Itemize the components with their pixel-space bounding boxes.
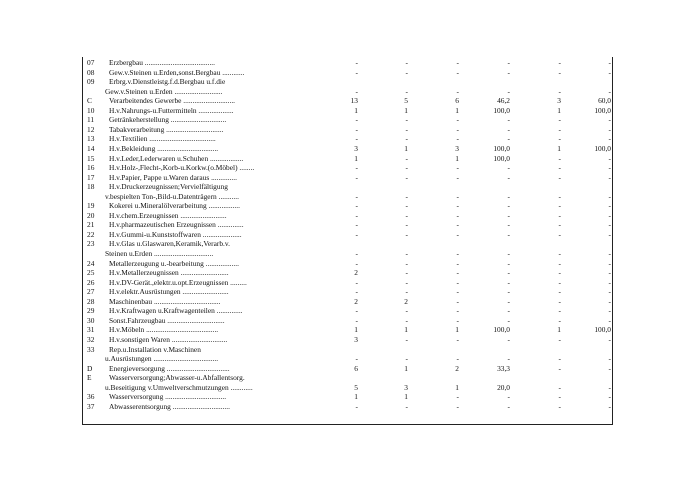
value-cell-col-6: - bbox=[608, 172, 611, 182]
value-cell-col-1: - bbox=[355, 115, 358, 125]
value-cell-col-3: - bbox=[456, 229, 459, 239]
value-cell-col-5: - bbox=[558, 191, 561, 201]
value-cell-col-2: 3 bbox=[404, 382, 408, 392]
value-cell-col-3: - bbox=[456, 258, 459, 268]
value-cell-col-6: - bbox=[608, 86, 611, 96]
value-cell-col-1: - bbox=[355, 163, 358, 173]
value-cell-col-3: - bbox=[456, 392, 459, 402]
value-cell-col-4: 33,3 bbox=[497, 363, 510, 373]
row-code: 32 bbox=[87, 334, 95, 344]
value-cell-col-4: - bbox=[507, 86, 510, 96]
table-row bbox=[83, 325, 612, 335]
value-cell-col-3: 2 bbox=[455, 363, 459, 373]
value-cell-col-5: - bbox=[558, 229, 561, 239]
table-row bbox=[83, 134, 612, 144]
value-cell-col-1: 3 bbox=[354, 334, 358, 344]
row-label: Erbrg.v.Dienstleistg.f.d.Bergbau u.f.die bbox=[109, 77, 226, 87]
table-row bbox=[83, 345, 612, 355]
table-row bbox=[83, 58, 612, 68]
value-cell-col-3: - bbox=[456, 86, 459, 96]
value-cell-col-6: - bbox=[608, 115, 611, 125]
value-cell-col-2: - bbox=[405, 258, 408, 268]
value-cell-col-4: 100,0 bbox=[493, 153, 510, 163]
value-cell-col-5: - bbox=[558, 382, 561, 392]
value-cell-col-4: - bbox=[507, 268, 510, 278]
row-label: u.Ausrüstungen ................................... bbox=[105, 354, 219, 364]
value-cell-col-6: - bbox=[608, 258, 611, 268]
value-cell-col-6: - bbox=[608, 153, 611, 163]
value-cell-col-2: - bbox=[405, 306, 408, 316]
row-label: Gew.v.Steinen u.Erden .......................... bbox=[105, 86, 223, 96]
value-cell-col-5: - bbox=[558, 67, 561, 77]
row-code: 19 bbox=[87, 201, 95, 211]
row-code: 22 bbox=[87, 229, 95, 239]
value-cell-col-1: - bbox=[355, 191, 358, 201]
value-cell-col-1: 2 bbox=[354, 296, 358, 306]
value-cell-col-2: 1 bbox=[404, 392, 408, 402]
table-row bbox=[83, 87, 612, 97]
row-code: 12 bbox=[87, 124, 95, 134]
value-cell-col-6: - bbox=[608, 287, 611, 297]
value-cell-col-1: 5 bbox=[354, 382, 358, 392]
value-cell-col-6: - bbox=[608, 277, 611, 287]
value-cell-col-6: - bbox=[608, 334, 611, 344]
table-row bbox=[83, 239, 612, 249]
row-label: Rep.u.Installation v.Maschinen bbox=[109, 344, 201, 354]
value-cell-col-2: - bbox=[405, 210, 408, 220]
value-cell-col-6: - bbox=[608, 354, 611, 364]
table-row bbox=[83, 392, 612, 402]
value-cell-col-1: - bbox=[355, 354, 358, 364]
value-cell-col-2: 1 bbox=[404, 143, 408, 153]
value-cell-col-3: - bbox=[456, 249, 459, 258]
row-code: 13 bbox=[87, 134, 95, 144]
value-cell-col-1: - bbox=[355, 229, 358, 239]
value-cell-col-4: - bbox=[507, 210, 510, 220]
row-code: C bbox=[87, 96, 92, 106]
table-row bbox=[83, 383, 612, 393]
statistics-table bbox=[82, 57, 613, 425]
value-cell-col-3: 1 bbox=[455, 153, 459, 163]
value-cell-col-5: - bbox=[558, 268, 561, 278]
table-row bbox=[83, 220, 612, 230]
value-cell-col-3: - bbox=[456, 172, 459, 182]
value-cell-col-6: - bbox=[608, 363, 611, 373]
value-cell-col-4: - bbox=[507, 67, 510, 77]
row-code: 33 bbox=[87, 344, 95, 354]
value-cell-col-6: - bbox=[608, 401, 611, 411]
value-cell-col-1: - bbox=[355, 86, 358, 96]
value-cell-col-1: - bbox=[355, 249, 358, 258]
value-cell-col-6: - bbox=[608, 249, 611, 258]
row-code: 37 bbox=[87, 401, 95, 411]
value-cell-col-5: - bbox=[558, 220, 561, 230]
value-cell-col-5: - bbox=[558, 153, 561, 163]
row-label: H.v.chem.Erzeugnissen ......................... bbox=[109, 210, 227, 220]
value-cell-col-1: 1 bbox=[354, 105, 358, 115]
value-cell-col-6: 100,0 bbox=[594, 105, 611, 115]
value-cell-col-4: 100,0 bbox=[493, 325, 510, 335]
value-cell-col-1: 3 bbox=[354, 143, 358, 153]
value-cell-col-4: - bbox=[507, 163, 510, 173]
row-label: Wasserversorgung;Abwasser-u.Abfallentsorg. bbox=[109, 373, 245, 383]
value-cell-col-1: - bbox=[355, 315, 358, 325]
table-row bbox=[83, 68, 612, 78]
value-cell-col-3: - bbox=[456, 67, 459, 77]
value-cell-col-6: - bbox=[608, 306, 611, 316]
value-cell-col-5: - bbox=[558, 277, 561, 287]
table-row bbox=[83, 259, 612, 269]
value-cell-col-6: - bbox=[608, 382, 611, 392]
table-row bbox=[83, 278, 612, 288]
row-label: Maschinenbau .................................... bbox=[109, 296, 221, 306]
value-cell-col-5: - bbox=[558, 210, 561, 220]
row-code: 07 bbox=[87, 58, 95, 67]
row-label: H.v.elektr.Ausrüstungen ......................... bbox=[109, 287, 229, 297]
value-cell-col-1: - bbox=[355, 277, 358, 287]
row-label: H.v.Möbeln ....................................... bbox=[109, 325, 219, 335]
row-code: 21 bbox=[87, 220, 95, 230]
row-label: u.Beseitigung v.Umweltverschmutzungen ............ bbox=[105, 382, 253, 392]
value-cell-col-3: - bbox=[456, 201, 459, 211]
value-cell-col-3: - bbox=[456, 124, 459, 134]
table-row bbox=[83, 125, 612, 135]
row-label: Steinen u.Erden ................................ bbox=[105, 249, 214, 258]
row-code: 24 bbox=[87, 258, 95, 268]
row-label: Verarbeitendes Gewerbe ............................ bbox=[109, 96, 236, 106]
table-row bbox=[83, 192, 612, 202]
value-cell-col-5: - bbox=[558, 296, 561, 306]
row-code: 11 bbox=[87, 115, 95, 125]
row-code: 27 bbox=[87, 287, 95, 297]
value-cell-col-4: - bbox=[507, 220, 510, 230]
value-cell-col-5: - bbox=[558, 258, 561, 268]
value-cell-col-3: - bbox=[456, 134, 459, 144]
value-cell-col-5: - bbox=[558, 392, 561, 402]
row-code: 10 bbox=[87, 105, 95, 115]
value-cell-col-5: - bbox=[558, 172, 561, 182]
row-code: D bbox=[87, 363, 93, 373]
value-cell-col-5: - bbox=[558, 249, 561, 258]
value-cell-col-2: - bbox=[405, 287, 408, 297]
value-cell-col-5: - bbox=[558, 334, 561, 344]
value-cell-col-3: 1 bbox=[455, 325, 459, 335]
value-cell-col-4: - bbox=[507, 401, 510, 411]
value-cell-col-5: - bbox=[558, 134, 561, 144]
value-cell-col-3: - bbox=[456, 334, 459, 344]
value-cell-col-1: - bbox=[355, 67, 358, 77]
value-cell-col-5: 1 bbox=[557, 325, 561, 335]
value-cell-col-2: - bbox=[405, 153, 408, 163]
value-cell-col-6: - bbox=[608, 58, 611, 67]
value-cell-col-2: 2 bbox=[404, 296, 408, 306]
value-cell-col-1: - bbox=[355, 124, 358, 134]
value-cell-col-3: - bbox=[456, 296, 459, 306]
value-cell-col-4: - bbox=[507, 334, 510, 344]
value-cell-col-1: 1 bbox=[354, 392, 358, 402]
value-cell-col-4: 20,0 bbox=[497, 382, 510, 392]
value-cell-col-2: 5 bbox=[404, 96, 408, 106]
row-label: H.v.Gummi-u.Kunststoffwaren ..................... bbox=[109, 229, 242, 239]
value-cell-col-3: - bbox=[456, 306, 459, 316]
value-cell-col-1: - bbox=[355, 306, 358, 316]
table-row bbox=[83, 173, 612, 183]
value-cell-col-2: - bbox=[405, 163, 408, 173]
value-cell-col-2: - bbox=[405, 334, 408, 344]
table-row bbox=[83, 144, 612, 154]
row-code: 25 bbox=[87, 268, 95, 278]
value-cell-col-2: 1 bbox=[404, 105, 408, 115]
table-row bbox=[83, 364, 612, 374]
row-code: 15 bbox=[87, 153, 95, 163]
value-cell-col-4: - bbox=[507, 392, 510, 402]
value-cell-col-6: 100,0 bbox=[594, 143, 611, 153]
value-cell-col-3: 3 bbox=[455, 143, 459, 153]
value-cell-col-4: - bbox=[507, 287, 510, 297]
value-cell-col-2: 1 bbox=[404, 325, 408, 335]
row-label: Abwasserentsorgung ............................... bbox=[109, 401, 230, 411]
row-label: Kokerei u.Mineralölverarbeitung ................. bbox=[109, 201, 240, 211]
row-label: H.v.DV-Gerät.,elektr.u.opt.Erzeugnissen ......... bbox=[109, 277, 247, 287]
row-label: H.v.Glas u.Glaswaren,Keramik,Verarb.v. bbox=[109, 239, 230, 249]
value-cell-col-4: 100,0 bbox=[493, 143, 510, 153]
value-cell-col-1: 2 bbox=[354, 268, 358, 278]
value-cell-col-5: - bbox=[558, 163, 561, 173]
value-cell-col-1: - bbox=[355, 210, 358, 220]
table-row bbox=[83, 316, 612, 326]
value-cell-col-2: - bbox=[405, 354, 408, 364]
value-cell-col-4: - bbox=[507, 172, 510, 182]
value-cell-col-4: - bbox=[507, 354, 510, 364]
row-code: 18 bbox=[87, 182, 95, 192]
table-row bbox=[83, 230, 612, 240]
value-cell-col-2: - bbox=[405, 401, 408, 411]
value-cell-col-1: 6 bbox=[354, 363, 358, 373]
row-label: H.v.pharmazeutischen Erzeugnissen .............. bbox=[109, 220, 244, 230]
value-cell-col-1: 1 bbox=[354, 153, 358, 163]
value-cell-col-1: - bbox=[355, 172, 358, 182]
value-cell-col-2: - bbox=[405, 268, 408, 278]
value-cell-col-1: 13 bbox=[350, 96, 358, 106]
value-cell-col-2: - bbox=[405, 172, 408, 182]
value-cell-col-1: 1 bbox=[354, 325, 358, 335]
value-cell-col-4: - bbox=[507, 124, 510, 134]
value-cell-col-2: - bbox=[405, 134, 408, 144]
row-code: 14 bbox=[87, 143, 95, 153]
table-row bbox=[83, 287, 612, 297]
row-label: Getränkeherstellung .............................. bbox=[109, 115, 227, 125]
value-cell-col-4: - bbox=[507, 249, 510, 258]
value-cell-col-2: - bbox=[405, 67, 408, 77]
row-label: v.bespielten Ton-,Bild-u.Datenträgern ........... bbox=[105, 191, 239, 201]
table-row bbox=[83, 96, 612, 106]
row-label: Erzbergbau ...................................... bbox=[109, 58, 215, 67]
value-cell-col-5: 1 bbox=[557, 143, 561, 153]
value-cell-col-3: - bbox=[456, 163, 459, 173]
value-cell-col-5: - bbox=[558, 201, 561, 211]
value-cell-col-2: - bbox=[405, 249, 408, 258]
row-label: Energieversorgung .................................. bbox=[109, 363, 230, 373]
row-label: H.v.Papier, Pappe u.Waren daraus .............. bbox=[109, 172, 237, 182]
row-code: 36 bbox=[87, 392, 95, 402]
row-code: 31 bbox=[87, 325, 95, 335]
value-cell-col-4: - bbox=[507, 134, 510, 144]
value-cell-col-2: - bbox=[405, 115, 408, 125]
value-cell-col-3: - bbox=[456, 58, 459, 67]
value-cell-col-1: - bbox=[355, 401, 358, 411]
value-cell-col-6: - bbox=[608, 163, 611, 173]
value-cell-col-3: - bbox=[456, 191, 459, 201]
row-label: Tabakverarbeitung ............................... bbox=[109, 124, 224, 134]
table-row bbox=[83, 297, 612, 307]
value-cell-col-5: - bbox=[558, 86, 561, 96]
table-row bbox=[83, 211, 612, 221]
value-cell-col-1: - bbox=[355, 58, 358, 67]
row-label: H.v.Metallerzeugnissen .......................... bbox=[109, 268, 229, 278]
value-cell-col-2: - bbox=[405, 58, 408, 67]
value-cell-col-4: - bbox=[507, 258, 510, 268]
value-cell-col-6: - bbox=[608, 315, 611, 325]
value-cell-col-3: - bbox=[456, 268, 459, 278]
value-cell-col-5: - bbox=[558, 363, 561, 373]
value-cell-col-6: 60,0 bbox=[598, 96, 611, 106]
row-code: 28 bbox=[87, 296, 95, 306]
table-row bbox=[83, 335, 612, 345]
value-cell-col-6: - bbox=[608, 220, 611, 230]
table-row bbox=[83, 163, 612, 173]
value-cell-col-3: 1 bbox=[455, 105, 459, 115]
value-cell-col-5: - bbox=[558, 354, 561, 364]
row-label: H.v.Bekleidung ................................. bbox=[109, 143, 219, 153]
row-label: H.v.Nahrungs-u.Futtermitteln ................... bbox=[109, 105, 234, 115]
value-cell-col-5: 1 bbox=[557, 105, 561, 115]
value-cell-col-2: - bbox=[405, 229, 408, 239]
value-cell-col-4: - bbox=[507, 58, 510, 67]
row-code: 08 bbox=[87, 67, 95, 77]
value-cell-col-3: 6 bbox=[455, 96, 459, 106]
value-cell-col-5: - bbox=[558, 58, 561, 67]
value-cell-col-2: - bbox=[405, 191, 408, 201]
row-code: 29 bbox=[87, 306, 95, 316]
value-cell-col-1: - bbox=[355, 287, 358, 297]
row-code: 17 bbox=[87, 172, 95, 182]
value-cell-col-3: - bbox=[456, 277, 459, 287]
value-cell-col-4: - bbox=[507, 277, 510, 287]
value-cell-col-6: - bbox=[608, 392, 611, 402]
value-cell-col-4: - bbox=[507, 191, 510, 201]
row-label: H.v.Holz-,Flecht-,Korb-u.Korkw.(o.Möbel) ........ bbox=[109, 163, 255, 173]
table-row bbox=[83, 77, 612, 87]
value-cell-col-6: - bbox=[608, 67, 611, 77]
value-cell-col-4: - bbox=[507, 315, 510, 325]
value-cell-col-2: - bbox=[405, 277, 408, 287]
table-row bbox=[83, 182, 612, 192]
value-cell-col-4: 100,0 bbox=[493, 105, 510, 115]
value-cell-col-2: - bbox=[405, 86, 408, 96]
row-code: 30 bbox=[87, 315, 95, 325]
row-label: Gew.v.Steinen u.Erden,sonst.Bergbau ............ bbox=[109, 67, 245, 77]
value-cell-col-5: - bbox=[558, 306, 561, 316]
value-cell-col-2: - bbox=[405, 315, 408, 325]
value-cell-col-3: 1 bbox=[455, 382, 459, 392]
value-cell-col-4: - bbox=[507, 201, 510, 211]
row-code: 16 bbox=[87, 163, 95, 173]
value-cell-col-5: - bbox=[558, 115, 561, 125]
table-row bbox=[83, 402, 612, 412]
value-cell-col-4: - bbox=[507, 229, 510, 239]
row-label: H.v.sonstigen Waren .............................. bbox=[109, 334, 228, 344]
row-label: Metallerzeugung u.-bearbeitung .................. bbox=[109, 258, 239, 268]
table-row bbox=[83, 249, 612, 259]
value-cell-col-3: - bbox=[456, 210, 459, 220]
row-label: H.v.Textilien .................................... bbox=[109, 134, 216, 144]
value-cell-col-5: - bbox=[558, 315, 561, 325]
table-row bbox=[83, 306, 612, 316]
row-label: H.v.Kraftwagen u.Kraftwagenteilen .............. bbox=[109, 306, 243, 316]
value-cell-col-1: - bbox=[355, 220, 358, 230]
table-row bbox=[83, 115, 612, 125]
value-cell-col-5: - bbox=[558, 287, 561, 297]
value-cell-col-5: 3 bbox=[557, 96, 561, 106]
row-code: 20 bbox=[87, 210, 95, 220]
value-cell-col-6: - bbox=[608, 268, 611, 278]
row-code: 09 bbox=[87, 77, 95, 87]
value-cell-col-6: - bbox=[608, 134, 611, 144]
table-row bbox=[83, 354, 612, 364]
value-cell-col-5: - bbox=[558, 124, 561, 134]
table-row bbox=[83, 373, 612, 383]
value-cell-col-3: - bbox=[456, 401, 459, 411]
value-cell-col-1: - bbox=[355, 134, 358, 144]
table-row bbox=[83, 154, 612, 164]
value-cell-col-3: - bbox=[456, 354, 459, 364]
value-cell-col-3: - bbox=[456, 220, 459, 230]
value-cell-col-2: 1 bbox=[404, 363, 408, 373]
value-cell-col-1: - bbox=[355, 201, 358, 211]
row-code: 23 bbox=[87, 239, 95, 249]
value-cell-col-3: - bbox=[456, 115, 459, 125]
value-cell-col-1: - bbox=[355, 258, 358, 268]
value-cell-col-6: - bbox=[608, 191, 611, 201]
value-cell-col-6: - bbox=[608, 210, 611, 220]
row-code: 26 bbox=[87, 277, 95, 287]
value-cell-col-4: - bbox=[507, 306, 510, 316]
row-label: Sonst.Fahrzeugbau ............................... bbox=[109, 315, 225, 325]
value-cell-col-3: - bbox=[456, 315, 459, 325]
value-cell-col-3: - bbox=[456, 287, 459, 297]
row-label: Wasserversorgung ................................. bbox=[109, 392, 227, 402]
table-row bbox=[83, 106, 612, 116]
row-code: E bbox=[87, 373, 92, 383]
value-cell-col-4: 46,2 bbox=[497, 96, 510, 106]
value-cell-col-6: - bbox=[608, 201, 611, 211]
value-cell-col-2: - bbox=[405, 201, 408, 211]
row-label: H.v.Leder,Lederwaren u.Schuhen .................. bbox=[109, 153, 244, 163]
value-cell-col-2: - bbox=[405, 124, 408, 134]
value-cell-col-4: - bbox=[507, 296, 510, 306]
row-label: H.v.Druckerzeugnissen;Vervielfältigung bbox=[109, 182, 228, 192]
value-cell-col-5: - bbox=[558, 401, 561, 411]
table-row bbox=[83, 268, 612, 278]
table-row bbox=[83, 201, 612, 211]
value-cell-col-6: - bbox=[608, 229, 611, 239]
value-cell-col-4: - bbox=[507, 115, 510, 125]
value-cell-col-6: 100,0 bbox=[594, 325, 611, 335]
value-cell-col-6: - bbox=[608, 296, 611, 306]
value-cell-col-2: - bbox=[405, 220, 408, 230]
value-cell-col-6: - bbox=[608, 124, 611, 134]
